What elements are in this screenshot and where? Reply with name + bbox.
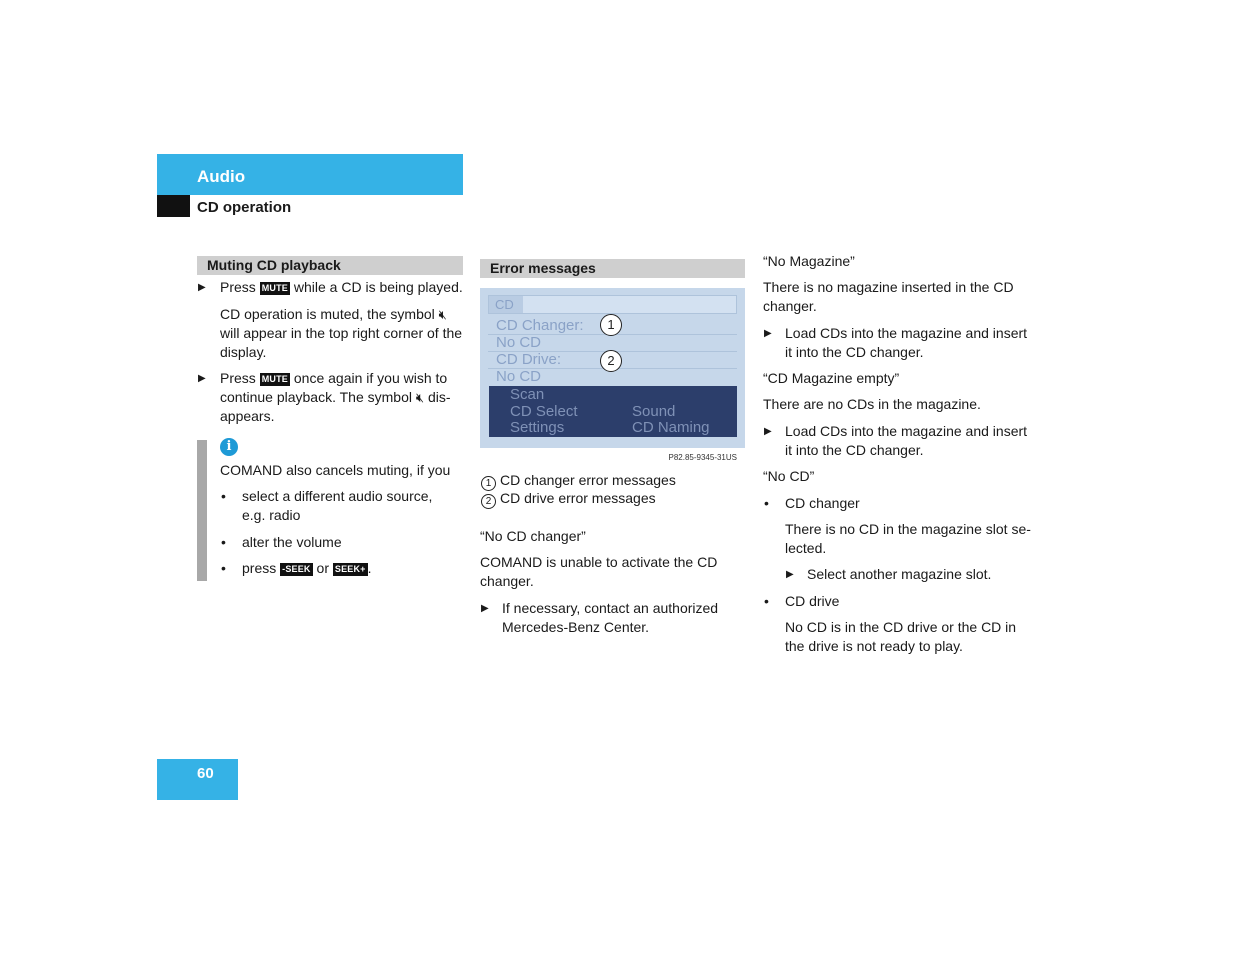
step-text: If necessary, contact an authorized	[502, 600, 719, 616]
callout-number: 2	[481, 494, 496, 509]
step-text: it into the CD changer.	[785, 442, 924, 458]
bullet-cd-changer: CD changer	[785, 495, 860, 511]
desc-text: There is no magazine inserted in the CD	[763, 279, 1014, 295]
display-drive-value: No CD	[496, 368, 542, 385]
result-text: CD operation is muted, the symbol	[220, 306, 435, 322]
bullet-text: e.g. radio	[242, 507, 301, 523]
bullet-dot: •	[764, 593, 769, 609]
display-menu	[489, 386, 737, 437]
section-marker	[157, 195, 190, 217]
step-contact-center	[502, 599, 718, 637]
step-text: while a CD is being played.	[290, 279, 463, 295]
step-load-cds-1	[785, 324, 1027, 362]
desc-text: the drive is not ready to play.	[785, 638, 963, 654]
result-text: display.	[220, 344, 267, 360]
msg-no-cd-changer: “No CD changer”	[480, 528, 586, 544]
figure-code: P82.85-9345-31US	[668, 453, 737, 462]
step-press-mute	[220, 278, 463, 297]
step-text: Load CDs into the magazine and insert	[785, 423, 1028, 439]
msg-no-cd: “No CD”	[763, 468, 815, 484]
step-text: dis-	[424, 389, 451, 405]
step-arrow-icon: ▶	[764, 426, 772, 437]
step-text: Press	[220, 370, 260, 386]
step-text: Press	[220, 279, 260, 295]
heading-error-messages: Error messages	[480, 259, 745, 278]
chapter-tab	[157, 154, 463, 195]
mute-symbol-icon: 🔇︎	[438, 307, 447, 322]
step-load-cds-2	[785, 422, 1027, 460]
comand-display-illustration	[480, 288, 745, 448]
display-changer-label: CD Changer:	[496, 317, 584, 334]
desc-text: changer.	[763, 298, 817, 314]
bullet-text: or	[312, 560, 333, 576]
menu-scan: Scan	[510, 386, 545, 403]
mute-key: MUTE	[261, 283, 288, 293]
menu-sound: Sound	[632, 403, 676, 420]
info-bullet-volume: alter the volume	[242, 534, 342, 550]
cd-changer-desc	[785, 520, 1031, 558]
step-press-mute-again	[220, 369, 451, 426]
legend-text: CD changer error messages	[500, 472, 676, 488]
heading-muting: Muting CD playback	[197, 256, 463, 275]
desc-text: There is no CD in the magazine slot se-	[785, 521, 1031, 537]
menu-settings: Settings	[510, 419, 565, 436]
step-arrow-icon: ▶	[198, 282, 206, 293]
msg-magazine-empty: “CD Magazine empty”	[763, 370, 900, 386]
step-arrow-icon: ▶	[481, 603, 489, 614]
msg-magazine-empty-desc: There are no CDs in the magazine.	[763, 396, 981, 412]
display-title-bar	[488, 295, 737, 314]
bullet-text: select a different audio source,	[242, 488, 433, 504]
callout-number: 1	[481, 476, 496, 491]
callout-2: 2	[600, 350, 622, 372]
menu-cd-select: CD Select	[510, 403, 578, 420]
chapter-title: Audio	[197, 167, 246, 186]
display-changer-value: No CD	[496, 334, 542, 351]
cd-drive-desc	[785, 618, 1016, 656]
menu-cd-naming: CD Naming	[632, 419, 710, 436]
step-text: it into the CD changer.	[785, 344, 924, 360]
step-text: Load CDs into the magazine and insert	[785, 325, 1028, 341]
step-arrow-icon: ▶	[198, 373, 206, 384]
desc-text: COMAND is unable to activate the CD	[480, 554, 718, 570]
info-bullet-audio-source	[242, 487, 432, 525]
desc-text: No CD is in the CD drive or the CD in	[785, 619, 1017, 635]
msg-no-magazine-desc	[763, 278, 1014, 316]
callout-1: 1	[600, 314, 622, 336]
step-arrow-icon: ▶	[764, 328, 772, 339]
info-icon: i	[220, 438, 238, 456]
step-text: appears.	[220, 408, 275, 424]
desc-text: changer.	[480, 573, 534, 589]
seek-minus-key: -SEEK	[282, 564, 311, 574]
bullet-dot: •	[221, 488, 226, 504]
legend-text: CD drive error messages	[500, 490, 656, 506]
bullet-text: .	[367, 560, 372, 576]
msg-no-cd-changer-desc	[480, 553, 717, 591]
display-title: CD	[495, 297, 514, 312]
result-muted	[220, 305, 462, 362]
step-select-slot: Select another magazine slot.	[807, 566, 992, 582]
step-text: once again if you wish to	[290, 370, 448, 386]
info-bullet-seek	[242, 559, 372, 578]
section-title: CD operation	[197, 199, 292, 216]
desc-text: lected.	[785, 540, 827, 556]
msg-no-magazine: “No Magazine”	[763, 253, 855, 269]
bullet-dot: •	[764, 495, 769, 511]
bullet-text: press	[242, 560, 281, 576]
step-text: continue playback. The symbol	[220, 389, 412, 405]
step-text: Mercedes-Benz Center.	[502, 619, 650, 635]
display-drive-label: CD Drive:	[496, 351, 562, 368]
step-arrow-icon: ▶	[786, 569, 794, 580]
legend-2	[481, 489, 656, 509]
bullet-dot: •	[221, 560, 226, 576]
legend-1	[481, 471, 676, 491]
seek-plus-key: SEEK+	[334, 564, 366, 574]
page-number-tab	[157, 759, 238, 800]
mute-key: MUTE	[261, 374, 288, 384]
bullet-cd-drive: CD drive	[785, 593, 840, 609]
info-intro: COMAND also cancels muting, if you	[220, 462, 451, 478]
result-text: will appear in the top right corner of the	[220, 325, 463, 341]
bullet-dot: •	[221, 534, 226, 550]
mute-symbol-icon: 🔇︎	[415, 390, 425, 405]
page-number: 60	[197, 765, 214, 782]
info-bar	[197, 440, 207, 581]
